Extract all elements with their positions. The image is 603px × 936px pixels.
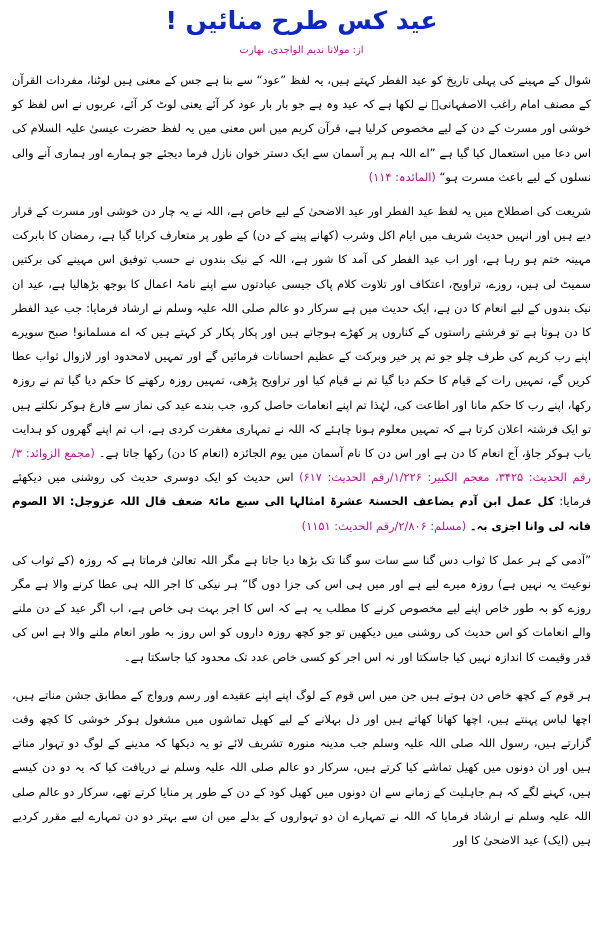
quran-reference: (المائدہ: ۱۱۴)	[368, 169, 436, 184]
article-page	[0, 6, 603, 936]
paragraph-2-text: شریعت کی اصطلاح میں یہ لفظ عید الفطر اور عید الاضحیٰ کے لیے خاص ہے، اللہ نے یہ چار دن خوشی اور مسرت کے قرار دیے ہیں اور انہیں حدیث شریف میں ایام اکل وشرب (کھانے پینے کے دن) کے طور پر متعارف کرایا گیا ہے، رمضان کا بابرکت مہینہ ختم ہو رہا ہے، اور اب عید الفطر کی آمد کا شور ہے، اللہ کے نیک بندوں نے حسب توفیق اس مہینے کی برکتیں سمیٹ لی ہیں، روزے، تراویح، اعتکاف اور تلاوت کلام پاک جیسی عبادتوں سے اپنے نامۂ اعمال کا بوجھ بڑھالیا ہے، عید ان نیک بندوں کے لیے انعام کا دن ہے، ایک حدیث میں ہے سرکار دو عالم صلی اللہ علیہ وسلم نے ارشاد فرمایا: جب عید الفطر کا دن ہوتا ہے تو فرشتے راستوں کے کناروں پر کھڑے ہوجاتے ہیں اور پکار پکار کر کہتے ہیں کہ اے مسلمانو! صبح سویرے اپنے رب کریم کی طرف چلو جو تم پر خیر وبرکت کے عظیم احسانات فرمائیں گے اور تمہیں لامحدود اور لازوال ثواب عطا کریں گے، تمہیں رات کے قیام کا حکم دیا گیا تم نے قیام کیا اور تراویح پڑھی، تمہیں روزہ رکھنے کا حکم دیا گیا تم نے روزہ رکھا، اپنے رب کا حکم مانا اور اطاعت کی، لہٰذا تم اپنے انعامات حاصل کرو، جب بندے عید کی نماز سے فارغ ہوکر نکلتے ہیں تو ایک فرشتہ اعلان کرتا ہے کہ تمہیں معلوم ہونا چاہئے کہ اللہ نے تمہاری مغفرت کردی ہے، اب تم اپنے گھروں کو ہدایت یاب ہوکر جاؤ، آج انعام کا دن ہے اور اس دن کا نام آسمان میں یوم الجائزہ (انعام کا دن) رکھا جاتا ہے۔	[12, 204, 591, 461]
paragraph-2	[12, 199, 591, 538]
author-byline: از: مولانا ندیم الواجدی، بھارت	[239, 45, 364, 56]
hadith-citation-2: (مسلم: ۲/۸۰۶/رقم الحدیث: ۱۱۵۱)	[301, 518, 467, 533]
article-title: عید کس طرح منائیں !	[165, 6, 438, 35]
paragraph-3: ”آدمی کے ہر عمل کا ثواب دس گنا سے سات سو گنا تک بڑھا دیا جاتا ہے مگر اللہ تعالیٰ فرماتا ہے کہ روزہ (کے ثواب کی نوعیت یہ نہیں ہے) روزہ میرے لیے ہے اور میں ہی اس کی جزا دوں گا“ ہر نیکی کا اجر اللہ ہی عطا کرنے والا ہے مگر روزے کو بہ طور خاص اپنے لیے مخصوص کرنے کا مطلب یہ ہے کہ اس کا اجر بہت ہی خاص ہے، اب اگر عید کے دن ملنے والے انعامات کو اس حدیث کی روشنی میں دیکھیں تو جو کچھ روزہ داروں کو اس روز بہ طور انعام ملنے والا ہے اس کی قدر وقیمت کا اندازہ نہیں کیا جاسکتا اور نہ اس اجر کو کسی خاص عدد تک محدود کیا جاسکتا ہے۔	[12, 552, 591, 664]
paragraph-4: ہر قوم کے کچھ خاص دن ہوتے ہیں جن میں اس قوم کے لوگ اپنے اپنے عقیدے اور رسم ورواج کے مطابق جشن مناتے ہیں، اچھا لباس پہنتے ہیں، اچھا کھانا کھاتے ہیں اور دل بہلانے کے لیے کھیل تماشوں میں مشغول ہوکر خوشی کا کچھ وقت گزارتے ہیں، رسول اللہ صلی اللہ علیہ وسلم جب مدینہ منورہ تشریف لائے تو یہ دیکھا کہ مدینے کے لوگ دو تہوار مناتے ہیں اور ان دونوں میں کھیل تماشے کیا کرتے ہیں، سرکار دو عالم صلی اللہ علیہ وسلم نے دریافت کیا کہ یہ دو دن کیسے ہیں، کہنے لگے کہ ہم جاہلیت کے زمانے سے ان دونوں میں کھیل کود کے دن کے طور پر منایا کرتے تھے، سرکار دو عالم صلی اللہ علیہ وسلم نے ارشاد فرمایا کہ اللہ نے تمہارے ان دو تہواروں کے بدلے میں ان سے بہتر دو دن تمہارے لیے مقرر کردیے ہیں (ایک) عید الاضحیٰ کا اور	[12, 687, 591, 848]
arabic-hadith-text: کل عمل ابن آدم یضاعف الحسنۃ عشرۃ امثالہا الی سبع مائۃ ضعف قال اللہ عزوجل: الا الصوم فانہ لی وانا اجزی بہ۔	[12, 494, 591, 533]
paragraph-1	[12, 68, 591, 189]
hadith-citation-1: (مجمع الزوائد: ۳/رقم الحدیث: ۳۴۲۵، معجم الکبیر: ۱/۲۲۶/رقم الحدیث: ۶۱۷)	[12, 446, 591, 485]
paragraph-1-text: شوال کے مہینے کی پہلی تاریخ کو عید الفطر کہتے ہیں، یہ لفظ ”عود“ سے بنا ہے جس کے معنی ہیں لوٹنا، مفردات القرآن کے مصنف امام راغب الاصفہانیؒ نے لکھا ہے کہ عید وہ ہے جو بار بار عود کر آئے یعنی لوٹ کر آئے، عربوں نے اس لفظ کو خوشی اور مسرت کے دن کے لیے مخصوص کرلیا ہے، قرآن کریم میں اس معنی میں یہ لفظ حضرت عیسیٰ علیہ السلام کی اس دعا میں استعمال کیا گیا ہے ”اے اللہ ہم پر آسمان سے ایک دستر خوان نازل فرما دیجئے جو ہمارے اور ہماری آنے والی نسلوں کے لیے باعث مسرت ہو“	[12, 73, 591, 184]
paragraph-2-text-continued: اس حدیث کو ایک دوسری حدیث کی روشنی میں دیکھئے فرمایا:	[12, 470, 592, 509]
